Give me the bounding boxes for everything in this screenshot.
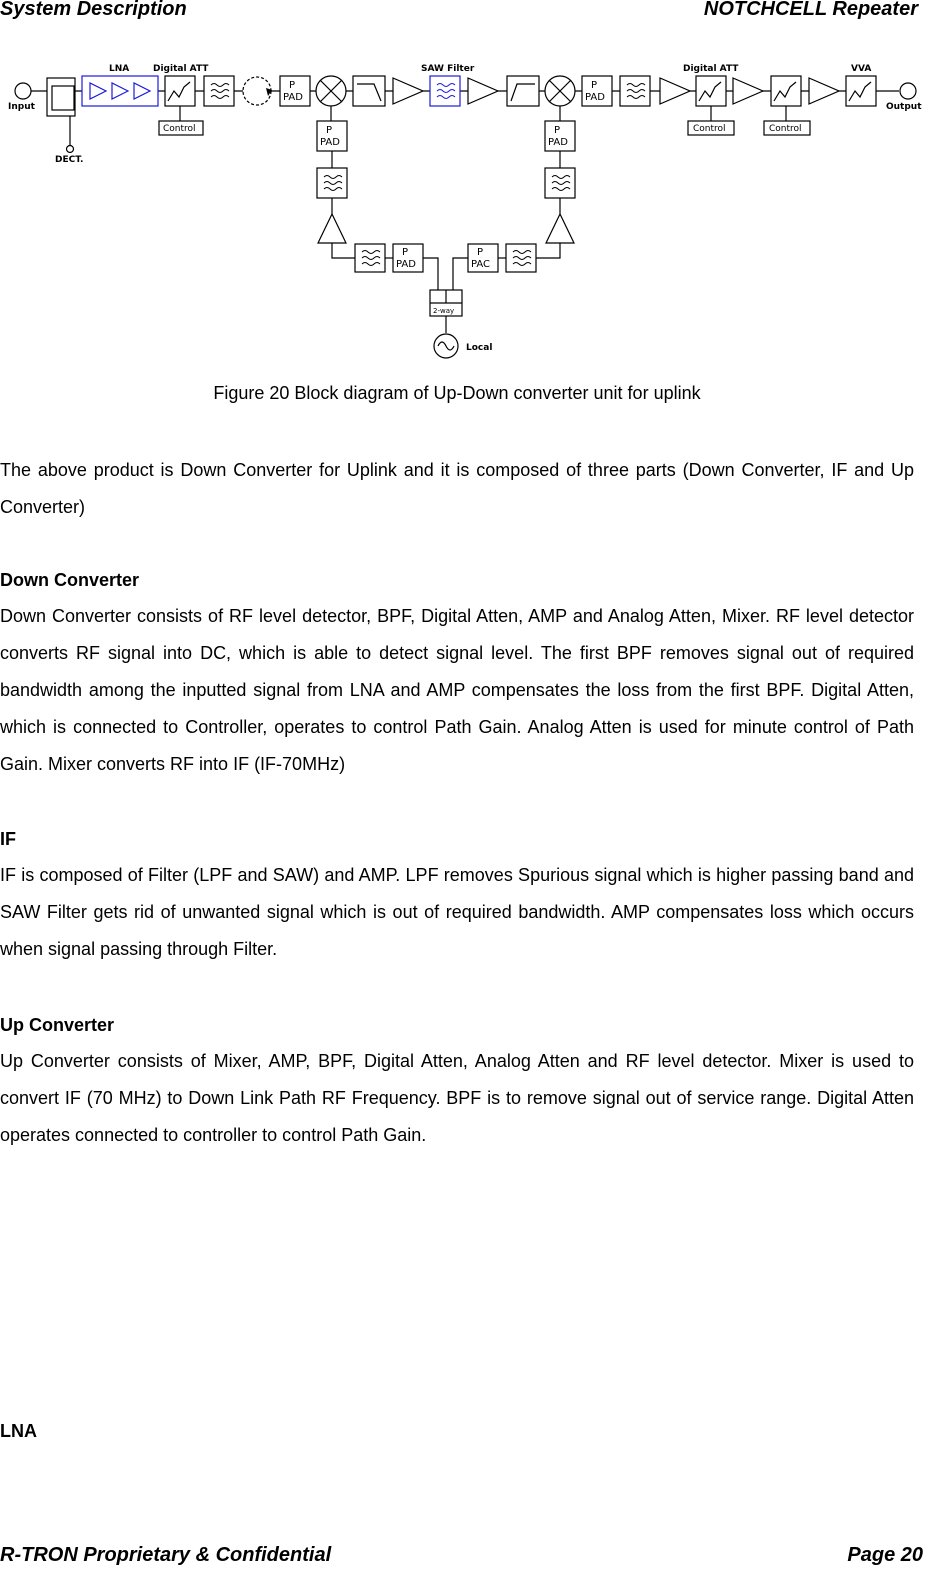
- pad-p-6: P: [477, 247, 484, 258]
- if-paragraph: IF is composed of Filter (LPF and SAW) and AMP. LPF removes Spurious signal which is higher passing band and SAW Filter gets rid of unwanted signal which is out of required bandwidth. AMP compensates loss which occurs when signal passing through Filter.: [0, 865, 914, 959]
- control-label-3: Control: [769, 124, 802, 134]
- pad-p-2: P: [591, 80, 598, 91]
- two-way-label: 2-way: [433, 307, 455, 315]
- input-port-icon: [15, 83, 31, 99]
- diagram-label-output: Output: [886, 102, 922, 112]
- control-label-1: Control: [163, 124, 196, 134]
- header-right: NOTCHCELL Repeater: [703, 0, 918, 20]
- pad-p-5: P: [402, 247, 409, 258]
- if-heading: IF: [0, 829, 16, 849]
- pad-label-3: PAD: [320, 137, 340, 148]
- header-left: System Description: [0, 0, 187, 20]
- control-label-2: Control: [693, 124, 726, 134]
- diagram-label-saw-filter: SAW Filter: [421, 64, 475, 74]
- pad-p-4: P: [554, 125, 561, 136]
- block-diagram: [0, 40, 939, 360]
- figure-caption: Figure 20 Block diagram of Up-Down converter unit for uplink: [213, 383, 701, 403]
- pad-label-4: PAD: [548, 137, 568, 148]
- lna-heading: LNA: [0, 1421, 37, 1441]
- diagram-label-input: Input: [8, 102, 35, 112]
- diagram-label-digital-att-2: Digital ATT: [683, 64, 739, 74]
- pad-label-5: PAD: [396, 259, 416, 270]
- footer-right: Page 20: [847, 1544, 923, 1566]
- pad-label-6: PAC: [471, 259, 491, 270]
- diagram-label-lna: LNA: [109, 64, 130, 74]
- diagram-label-vva: VVA: [851, 64, 872, 74]
- up-converter-paragraph: Up Converter consists of Mixer, AMP, BPF, Digital Atten, Analog Atten and RF level detector. Mixer is used to convert IF (70 MHz) to Down Link Path RF Frequency. BPF is to remove signal out of service range. Digital Atten operates connected to controller to control Path Gain.: [0, 1051, 914, 1145]
- down-converter-paragraph: Down Converter consists of RF level detector, BPF, Digital Atten, AMP and Analog Atten, Mixer. RF level detector converts RF signal into DC, which is able to detect signal level. The first BPF removes signal out of required bandwidth among the inputted signal from LNA and AMP compensates the loss from the first BPF. Digital Atten, which is connected to Controller, operates to control Path Gain. Analog Atten is used for minute control of Path Gain. Mixer converts RF into IF (IF-70MHz): [0, 606, 914, 774]
- pad-label-1: PAD: [283, 92, 303, 103]
- intro-paragraph: The above product is Down Converter for Uplink and it is composed of three parts (Down Converter, IF and Up Converter): [0, 460, 914, 517]
- up-converter-heading: Up Converter: [0, 1015, 115, 1035]
- output-port-icon: [900, 83, 916, 99]
- diagram-label-digital-att-1: Digital ATT: [153, 64, 209, 74]
- pad-p-1: P: [289, 80, 296, 91]
- pad-label-2: PAD: [585, 92, 605, 103]
- footer-left: R-TRON Proprietary & Confidential: [0, 1544, 332, 1566]
- down-converter-heading: Down Converter: [0, 570, 140, 590]
- pad-p-3: P: [326, 125, 333, 136]
- diagram-label-local: Local: [466, 343, 493, 353]
- diagram-label-dect: DECT.: [55, 155, 84, 165]
